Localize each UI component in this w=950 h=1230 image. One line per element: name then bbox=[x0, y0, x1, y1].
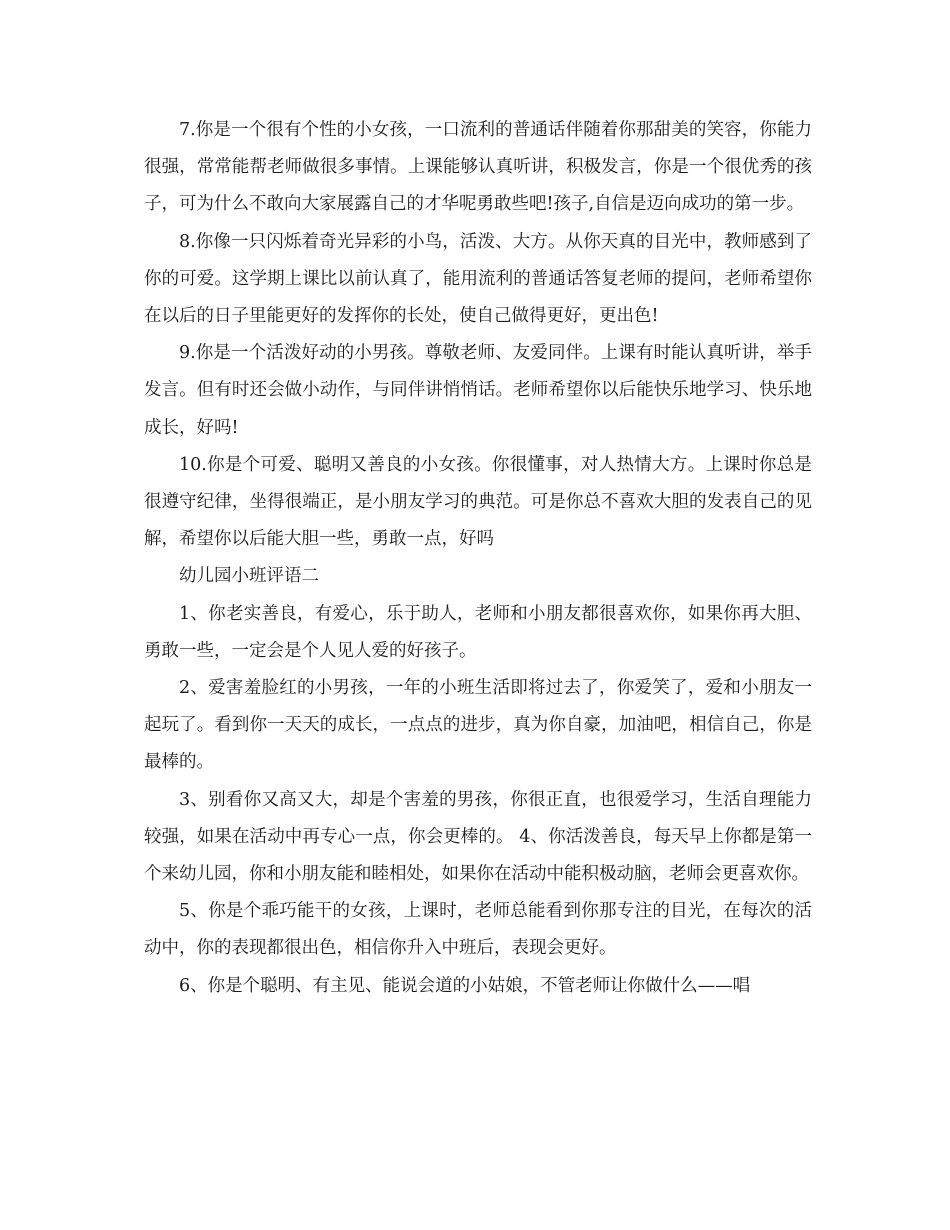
section-heading: 幼儿园小班评语二 bbox=[179, 566, 319, 587]
comment-paragraph-6: 6、你是个聪明、有主见、能说会道的小姑娘，不管老师让你做什么——唱 bbox=[179, 975, 751, 996]
comment-paragraph-1: 1、你老实善良，有爱心，乐于助人，老师和小朋友都很喜欢你，如果你再大胆、勇敢一些，一定会是个人见人爱的好孩子。 bbox=[144, 603, 812, 661]
document-body bbox=[144, 112, 812, 1005]
comment-paragraph-2: 2、爱害羞脸红的小男孩，一年的小班生活即将过去了，你爱笑了，爱和小朋友一起玩了。看到你一天天的成长，一点点的进步，真为你自豪，加油吧，相信自己，你是最棒的。 bbox=[144, 678, 812, 773]
comment-paragraph-3-4: 3、别看你又高又大，却是个害羞的男孩，你很正直，也很爱学习，生活自理能力较强，如果在活动中再专心一点，你会更棒的。 4、你活泼善良，每天早上你都是第一个来幼儿园，你和小朋友能和睦相处，如果你在活动中能积极动脑，老师会更喜欢你。 bbox=[144, 789, 812, 885]
comment-paragraph-9: 9.你是一个活泼好动的小男孩。尊敬老师、友爱同伴。上课有时能认真听讲，举手发言。但有时还会做小动作，与同伴讲悄悄话。老师希望你以后能快乐地学习、快乐地成长，好吗! bbox=[144, 343, 812, 438]
comment-paragraph-7: 7.你是一个很有个性的小女孩，一口流利的普通话伴随着你那甜美的笑容，你能力很强，常常能帮老师做很多事情。上课能够认真听讲，积极发言，你是一个很优秀的孩子，可为什么不敢向大家展露自己的才华呢勇敢些吧!孩子,自信是迈向成功的第一步。 bbox=[144, 120, 812, 215]
comment-paragraph-8: 8.你像一只闪烁着奇光异彩的小鸟，活泼、大方。从你天真的目光中，教师感到了你的可爱。这学期上课比以前认真了，能用流利的普通话答复老师的提问，老师希望你在以后的日子里能更好的发挥你的长处，使自己做得更好，更出色! bbox=[144, 231, 812, 327]
comment-paragraph-5: 5、你是个乖巧能干的女孩，上课时，老师总能看到你那专注的目光，在每次的活动中，你的表现都很出色，相信你升入中班后，表现会更好。 bbox=[144, 901, 812, 959]
comment-paragraph-10: 10.你是个可爱、聪明又善良的小女孩。你很懂事，对人热情大方。上课时你总是很遵守纪律，坐得很端正，是小朋友学习的典范。可是你总不喜欢大胆的发表自己的见解，希望你以后能大胆一些，勇敢一点，好吗 bbox=[144, 454, 812, 550]
